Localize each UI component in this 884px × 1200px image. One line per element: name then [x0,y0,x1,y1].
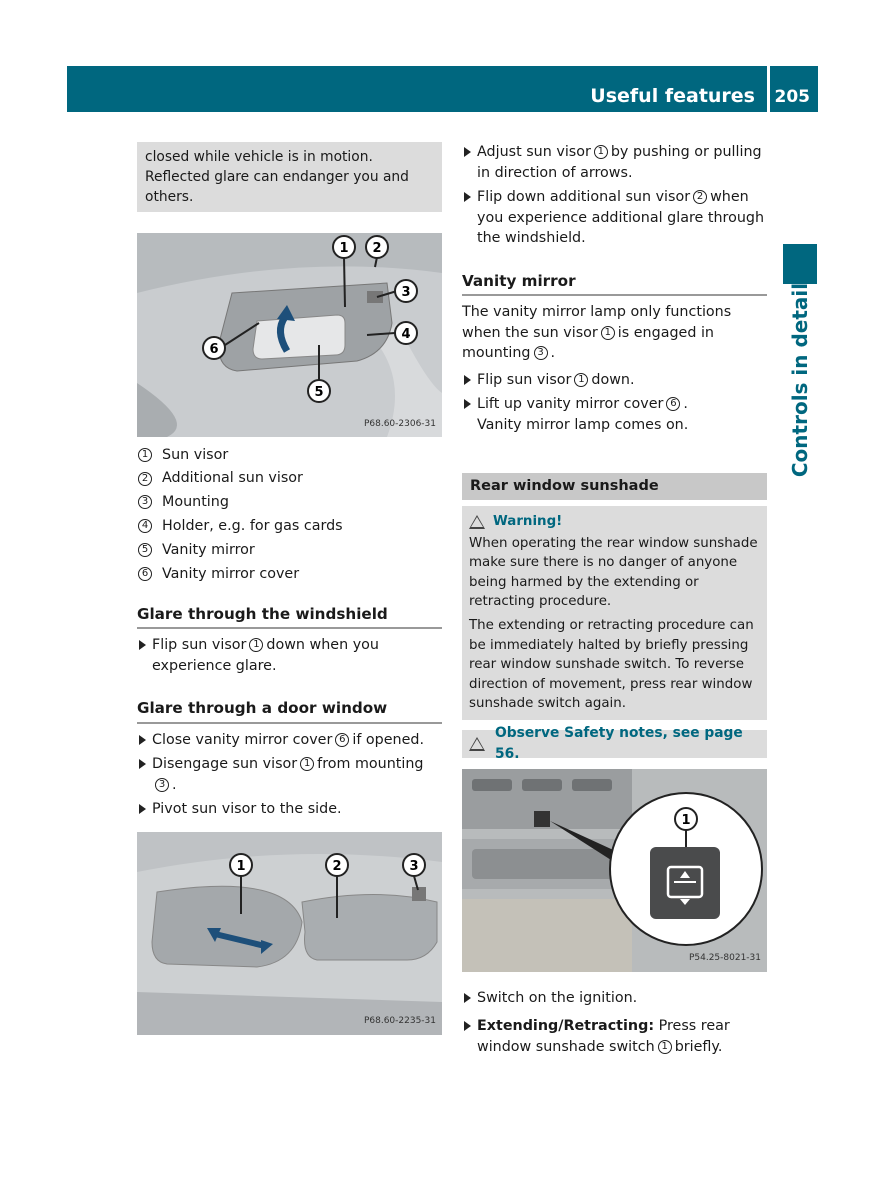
step-text: . [172,776,177,793]
header-bar [67,66,767,112]
svg-text:4: 4 [401,327,411,342]
svg-text:6: 6 [209,342,219,357]
step-text: briefly. [674,1038,723,1055]
step-flip-visor [137,635,442,676]
callout-number: 1 [300,757,314,771]
figure-code: P68.60-2306-31 [363,418,436,429]
side-chapter-label: Controls in detail [788,282,812,478]
callout-number: 1 [138,448,152,462]
step-text: Close vanity mirror cover [152,731,333,748]
svg-text:2: 2 [332,858,342,874]
warning-box [462,506,767,720]
svg-text:5: 5 [314,385,324,400]
step-text: Flip sun visor [152,637,247,654]
legend-text: Additional sun visor [162,470,303,487]
callout-number: 1 [249,638,263,652]
step-text: if opened. [352,731,425,748]
section-title: Useful features [590,85,755,107]
warning-title [469,512,760,532]
paragraph-text: . [550,345,556,361]
callout-number: 1 [574,373,588,387]
legend-item [137,514,442,538]
svg-text:3: 3 [401,285,411,300]
heading-glare-windshield: Glare through the windshield [137,604,442,630]
step-text: Lift up vanity mirror cover [477,396,664,412]
callout-number: 1 [601,326,615,340]
step-text: by pushing or pulling in direction of arrows. [477,144,762,181]
step-flip-additional [462,187,767,249]
sunshade-switch-figure [462,769,767,972]
sun-visor-figure [137,233,442,437]
legend-item [137,443,442,467]
legend-item [137,538,442,562]
paragraph-text: The vanity mirror lamp only functions when the sun visor [462,304,732,341]
legend-text: Holder, e.g. for gas cards [162,518,343,535]
sun-visor-pivot-figure [137,832,442,1035]
step-disengage [137,754,442,795]
callout-number: 4 [138,519,152,533]
callout-number: 2 [693,190,707,204]
step-ignition: Switch on the ignition. [462,988,767,1009]
callout-number: 3 [138,495,152,509]
svg-text:1: 1 [339,241,349,256]
svg-text:1: 1 [681,812,691,828]
legend-text: Mounting [162,494,229,511]
legend-item [137,467,442,491]
warning-paragraph-1: When operating the rear window sunshade make sure there is no danger of anyone being harmed by the extending or retracting procedure. [469,535,758,610]
warning-paragraph-2: The extending or retracting procedure can be immediately halted by briefly pressing rear window sunshade switch. To reverse direction of movement, press rear window sunshade switch again. [469,617,754,712]
side-tab [783,244,817,284]
callout-number: 6 [666,397,680,411]
page-number-box [770,66,818,112]
warning-triangle-icon [469,737,485,751]
heading-rear-sunshade: Rear window sunshade [462,473,767,500]
heading-vanity-mirror: Vanity mirror [462,271,767,297]
safety-note [462,725,767,762]
svg-text:1: 1 [236,858,246,874]
paragraph-text: is engaged in mounting [462,324,714,361]
callout-number: 6 [138,567,152,581]
step-text: Flip sun visor [477,371,572,388]
warning-title-text: Warning! [493,514,563,529]
step-close-cover [137,730,442,751]
left-column [137,142,442,1035]
step-adjust-visor [462,142,767,183]
callout-number: 6 [335,733,349,747]
svg-text:3: 3 [409,858,419,874]
step-text: Press rear window sunshade switch [477,1018,730,1055]
svg-text:2: 2 [372,241,382,256]
step-text: when you experience additional glare through the windshield. [477,189,765,246]
callout-number: 1 [658,1040,672,1054]
legend-text: Vanity mirror cover [162,565,300,582]
step-text: Flip down additional sun visor [477,189,691,205]
page-number: 205 [774,87,810,107]
warning-triangle-icon [469,515,485,529]
figure-code: P54.25-8021-31 [688,953,761,964]
legend-text: Vanity mirror [162,541,255,558]
legend-list [137,443,442,586]
callout-number: 3 [534,346,548,360]
step-pivot: Pivot sun visor to the side. [137,799,442,820]
step-flip-down [462,370,767,391]
right-column [462,142,767,1057]
safety-note-text: Observe Safety notes, see page 56. [495,725,743,762]
vanity-paragraph [462,302,767,364]
callout-number: 2 [138,472,152,486]
legend-text: Sun visor [162,446,229,463]
step-text: . [683,396,688,412]
step-text: down. [591,371,635,388]
heading-glare-door: Glare through a door window [137,698,442,724]
step-text: Adjust sun visor [477,144,591,160]
callout-number: 3 [155,778,169,792]
figure-code: P68.60-2235-31 [363,1016,436,1027]
step-extending-retracting [462,1016,767,1057]
legend-item [137,491,442,515]
step-label: Extending/Retracting: [477,1018,655,1035]
warning-continuation: closed while vehicle is in motion. Reflected glare can endanger you and others. [137,142,442,212]
step-text: Disengage sun visor [152,756,298,773]
legend-item [137,562,442,586]
step-text: from mounting [317,756,424,773]
step-lift-cover [462,394,767,435]
step-text: down when you experience glare. [152,637,379,674]
callout-number: 1 [594,145,608,159]
step-result: Vanity mirror lamp comes on. [477,416,689,433]
callout-number: 5 [138,543,152,557]
